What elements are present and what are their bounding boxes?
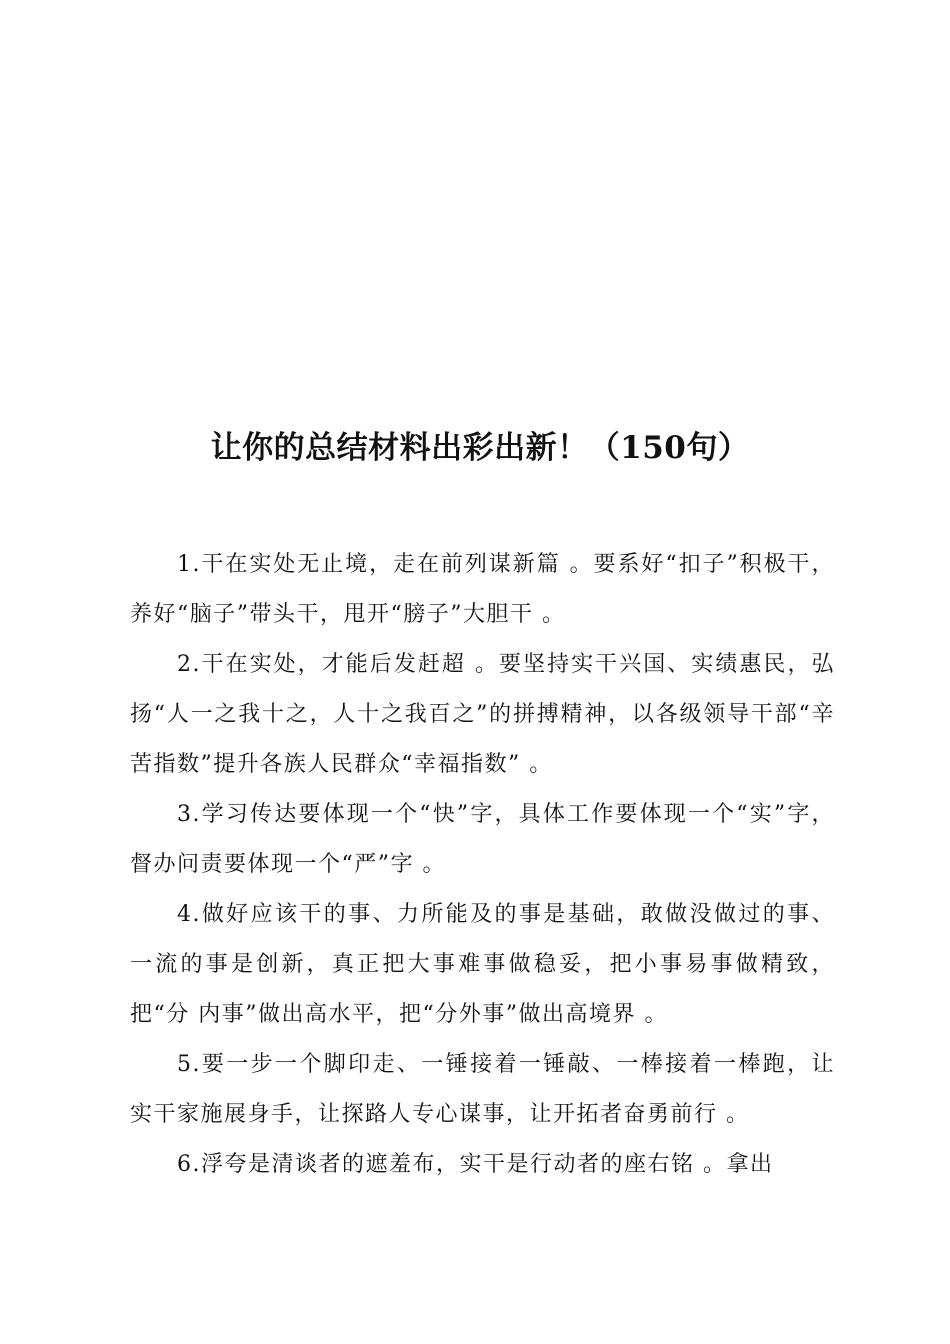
paragraph-5: 5.要一步一个脚印走、一锤接着一锤敲、一棒接着一棒跑，让实干家施展身手，让探路人专心谋事，让开拓者奋勇前行 。 <box>130 1052 835 1127</box>
paragraph-1: 1.干在实处无止境，走在前列谋新篇 。要系好“扣子”积极干，养好“脑子”带头干，甩开“膀子”大胆干 。 <box>130 552 835 627</box>
paragraph-4: 4.做好应该干的事、力所能及的事是基础，敢做没做过的事、一流的事是创新，真正把大事难事做稳妥，把小事易事做精致，把“分 内事”做出高水平，把“分外事”做出高境界 。 <box>130 902 835 1027</box>
document-title: 让你的总结材料出彩出新！（150句） <box>210 430 750 466</box>
paragraph-2: 2.干在实处，才能后发赶超 。要坚持实干兴国、实绩惠民，弘扬“人一之我十之，人十之我百之”的拼搏精神，以各级领导干部“辛 苦指数”提升各族人民群众“幸福指数” 。 <box>130 652 835 777</box>
paragraph-3: 3.学习传达要体现一个“快”字，具体工作要体现一个“实”字，督办问责要体现一个“严”字 。 <box>130 802 835 877</box>
paragraph-6: 6.浮夸是清谈者的遮羞布，实干是行动者的座右铭 。拿出 <box>177 1152 774 1177</box>
document-body <box>130 540 835 1190</box>
